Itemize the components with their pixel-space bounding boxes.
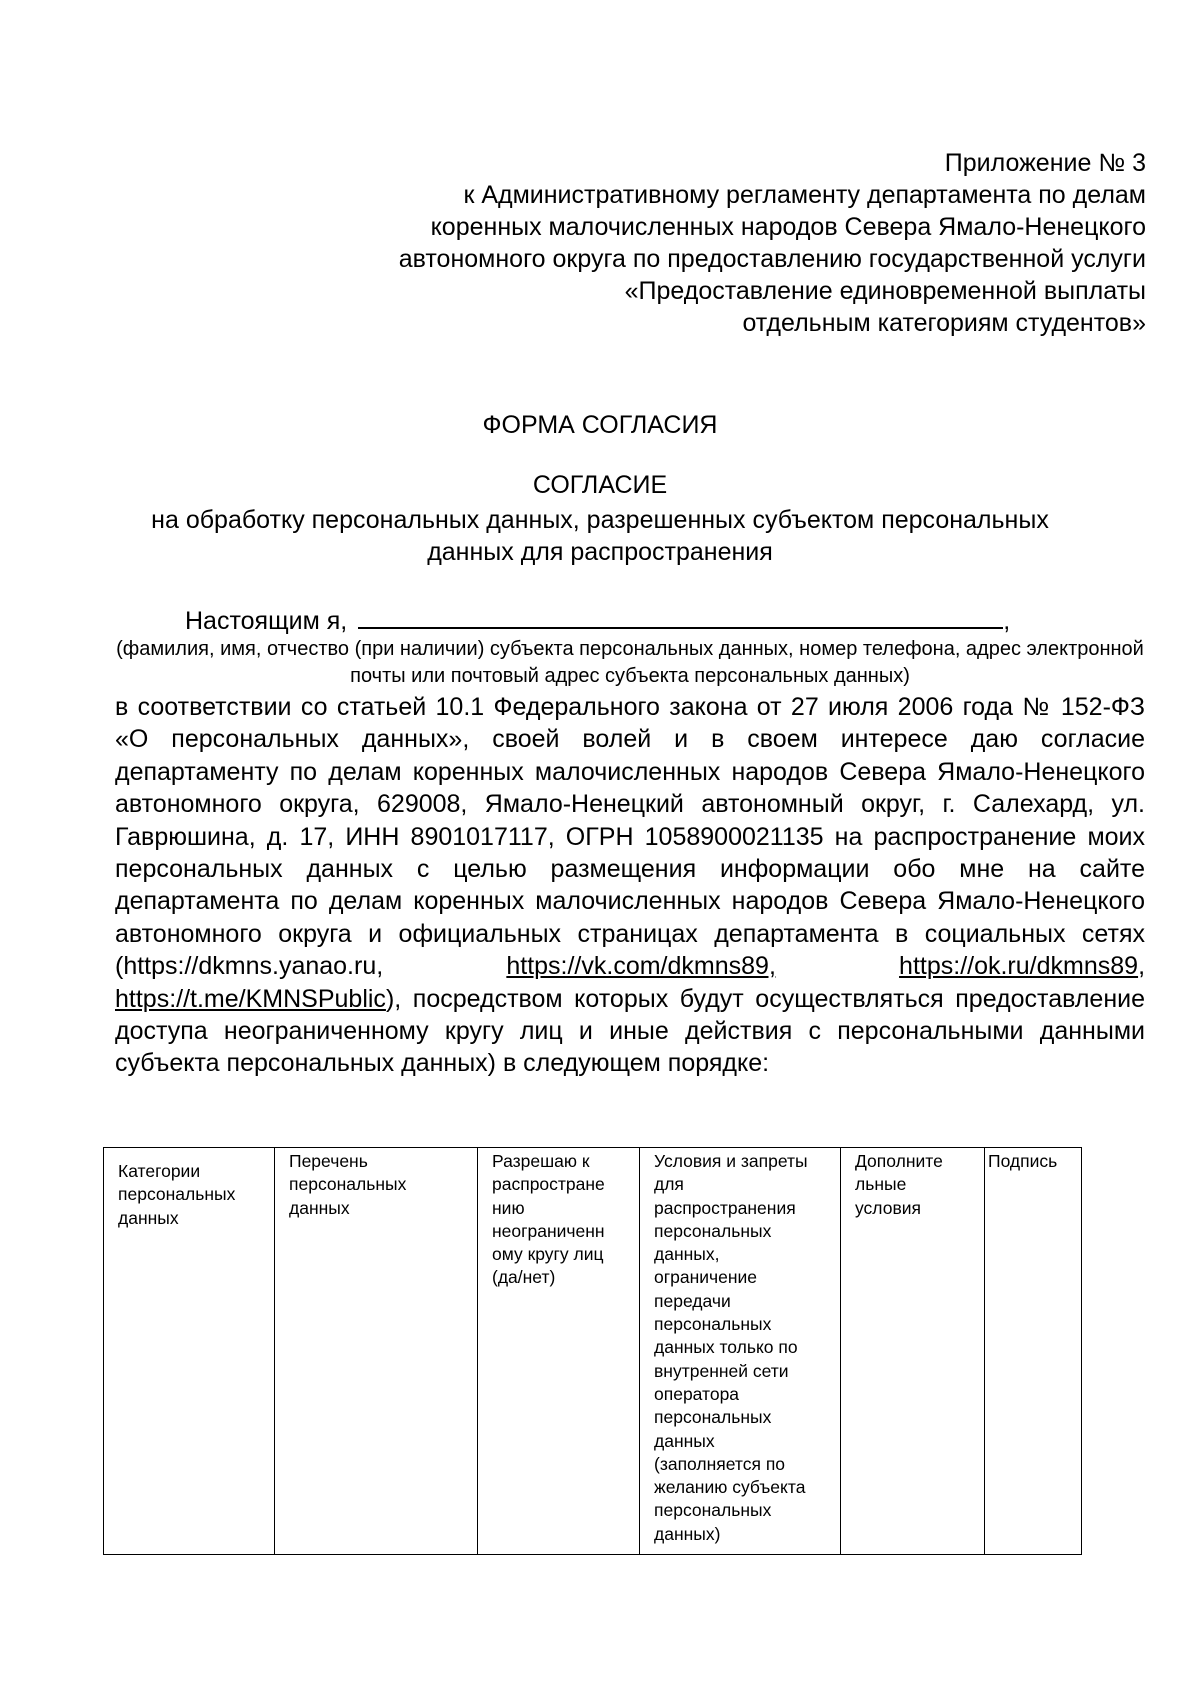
- intro-line: [185, 603, 1010, 636]
- document-title: СОГЛАСИЕ: [532, 471, 668, 499]
- intro-prefix: Настоящим я,: [185, 607, 348, 635]
- appendix-line: к Административному регламенту департамента по делам: [463, 181, 1146, 209]
- header-signature: Подпись: [985, 1148, 1082, 1555]
- name-blank-field[interactable]: [358, 603, 1003, 629]
- appendix-line: «Предоставление единовременной выплаты: [624, 277, 1146, 305]
- header-list: Перечень персональных данных: [275, 1148, 478, 1555]
- appendix-line: Приложение № 3: [944, 149, 1146, 177]
- appendix-header: [399, 147, 1146, 339]
- consent-body: [115, 691, 1145, 1080]
- ok-link[interactable]: https://ok.ru/dkmns89: [899, 952, 1139, 981]
- document-subtitle: [0, 504, 1200, 568]
- subtitle-line-2: данных для распространения: [427, 538, 773, 566]
- header-conditions: Условия и запреты для распространения персональных данных, ограничение передачи персональных данных только по внутренней сети оператора персональных данных (заполняется по желанию субъекта персональных данных): [640, 1148, 841, 1555]
- appendix-line: отдельным категориям студентов»: [742, 309, 1146, 337]
- blank-field-hint: (фамилия, имя, отчество (при наличии) субъекта персональных данных, номер телефона, адрес электронной почты или почтовый адрес субъекта персональных данных): [116, 638, 1144, 687]
- subtitle-line-1: на обработку персональных данных, разрешенных субъектом персональных: [151, 506, 1049, 534]
- header-additional: Дополните льные условия: [841, 1148, 985, 1555]
- consent-table: [103, 1147, 1082, 1555]
- header-permit: Разрешаю к распростране нию неограниченн ому кругу лиц (да/нет): [478, 1148, 640, 1555]
- form-label: ФОРМА СОГЛАСИЯ: [482, 411, 718, 439]
- body-part-1: в соответствии со статьей 10.1 Федерального закона от 27 июля 2006 года № 152-ФЗ «О персональных данных», своей волей и в своем интересе даю согласие департаменту по делам коренных малочисленных народов Севера Ямало-Ненецкого автономного округа, 629008, Ямало-Ненецкий автономный округ, г. Салехард, ул. Гаврюшина, д. 17, ИНН 8901017117, ОГРН 1058900021135 на распространение моих персональных данных с целью размещения информации обо мне на сайте департамента по делам коренных малочисленных народов Севера Ямало-Ненецкого автономного округа и официальных страницах департамента в социальных сетях (https://dkmns.yanao.ru,: [115, 693, 1145, 981]
- vk-link[interactable]: https://vk.com/dkmns89,: [506, 952, 776, 981]
- appendix-line: автономного округа по предоставлению государственной услуги: [398, 245, 1146, 273]
- table-row: [104, 1148, 1082, 1555]
- header-categories: Категории персональных данных: [104, 1148, 275, 1555]
- body-part-2: ), посредством которых будут осуществляться предоставление доступа неограниченному кругу лиц и иные действия с персональными данными субъекта персональных данных) в следующем порядке:: [115, 984, 1145, 1078]
- intro-suffix: ,: [1003, 607, 1011, 635]
- telegram-link[interactable]: https://t.me/KMNSPublic: [115, 984, 386, 1013]
- appendix-line: коренных малочисленных народов Севера Ямало-Ненецкого: [430, 213, 1146, 241]
- link-separator: ,: [1138, 952, 1146, 981]
